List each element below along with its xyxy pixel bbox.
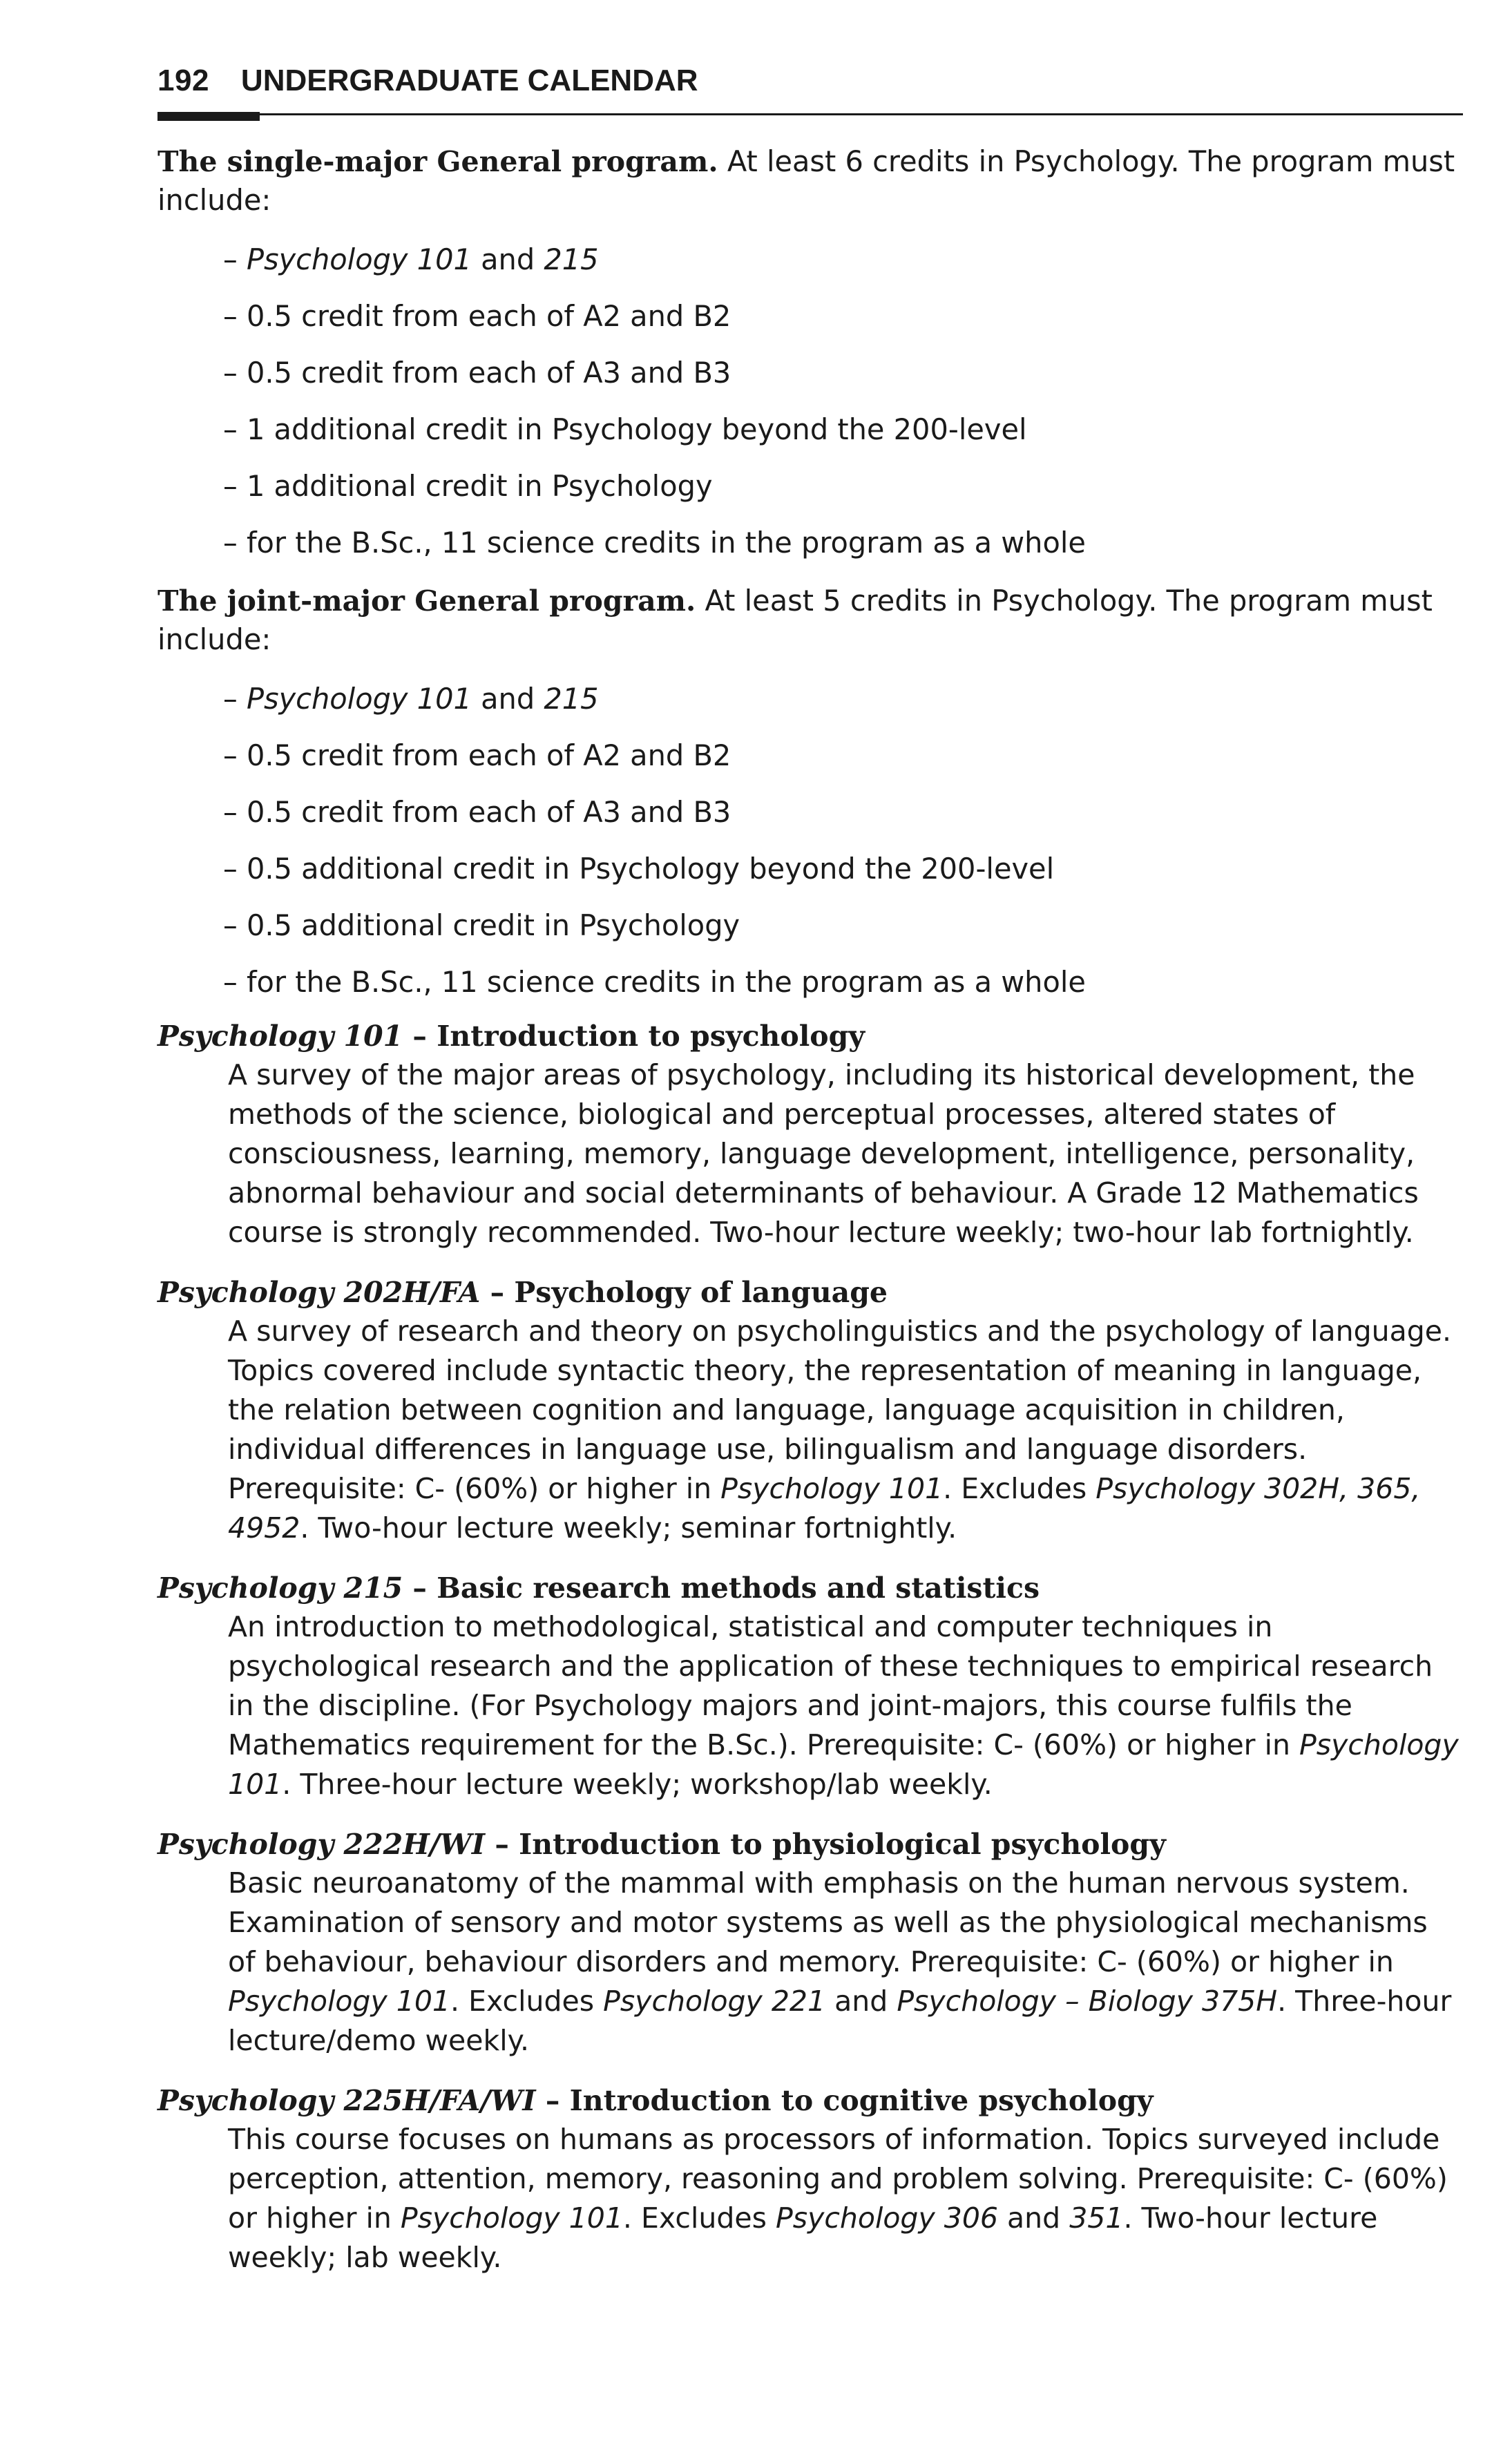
course-code: Psychology 215 <box>157 1571 403 1605</box>
course-heading <box>157 1569 1463 1607</box>
course-ref: Psychology – Biology 375H <box>897 1985 1278 2018</box>
course-code: Psychology 202H/FA <box>157 1276 481 1309</box>
requirement-item: – 0.5 additional credit in Psychology <box>223 908 740 942</box>
program-intro: At least 5 credits in Psychology. The program must include: <box>157 584 1433 656</box>
course-description: This course focuses on humans as processors of information. Topics surveyed include perception, attention, memory, reasoning and problem solving. Prerequisite: C- (60%) or higher in Psychology 101. Excludes Psychology 306 and 351. Two-hour lecture weekly; lab weekly. <box>228 2123 1448 2274</box>
requirement-item: – 0.5 credit from each of A2 and B2 <box>223 738 731 772</box>
requirement-item: – 0.5 credit from each of A3 and B3 <box>223 795 731 829</box>
course-dash: – <box>403 1020 437 1053</box>
course-entry <box>157 1017 1463 1252</box>
course-code: Psychology 222H/WI <box>157 1828 486 1861</box>
requirement-item: – Psychology 101 and 215 <box>223 242 599 276</box>
course-title: Basic research methods and statistics <box>437 1571 1040 1605</box>
program-intro: At least 6 credits in Psychology. The program must include: <box>157 144 1455 217</box>
course-description: An introduction to methodological, statistical and computer techniques in psychological research and the application of these techniques to empirical research in the discipline. (For Psychology majors and joint-majors, this course fulfils the Mathematics requirement for the B.Sc.). Prerequisite: C- (60%) or higher in Psychology 101. Three-hour lecture weekly; workshop/lab weekly. <box>228 1610 1459 1801</box>
page-header <box>157 64 1463 98</box>
requirement-item: – 0.5 additional credit in Psychology beyond the 200-level <box>223 852 1055 886</box>
course-ref: Psychology 221 <box>603 1985 826 2018</box>
calendar-page <box>157 64 1463 2277</box>
course-ref: Psychology 101 <box>246 682 472 716</box>
course-description: A survey of the major areas of psychology, including its historical development, the methods of the science, biological and perceptual processes, altered states of consciousness, learning, memory, language development, intelligence, personality, abnormal behaviour and social determinants of behaviour. A Grade 12 Mathematics course is strongly recommended. Two-hour lecture weekly; two-hour lab fortnightly. <box>228 1058 1419 1249</box>
program-title: The single-major General program. <box>157 145 718 178</box>
course-ref: 215 <box>544 682 599 716</box>
program-title: The joint-major General program. <box>157 584 696 618</box>
course-ref: Psychology 101 <box>228 1728 1459 1801</box>
requirement-item: – 1 additional credit in Psychology beyond the 200-level <box>223 412 1027 446</box>
running-title: UNDERGRADUATE CALENDAR <box>240 64 698 97</box>
course-ref: 215 <box>544 242 599 276</box>
course-ref: Psychology 306 <box>775 2201 998 2235</box>
course-entry <box>157 1569 1463 1804</box>
course-dash: – <box>403 1571 437 1605</box>
program-block <box>157 142 1463 220</box>
course-dash: – <box>480 1276 515 1309</box>
course-title: Psychology of language <box>514 1276 888 1309</box>
course-title: Introduction to cognitive psychology <box>569 2084 1154 2117</box>
course-code: Psychology 225H/FA/WI <box>157 2084 536 2117</box>
course-description: Basic neuroanatomy of the mammal with emphasis on the human nervous system. Examination of sensory and motor systems as well as the physiological mechanisms of behaviour, behaviour disorders and memory. Prerequisite: C- (60%) or higher in Psychology 101. Excludes Psychology 221 and Psychology – Biology 375H. Three-hour lecture/demo weekly. <box>228 1866 1452 2057</box>
course-dash: – <box>535 2084 570 2117</box>
course-code: Psychology 101 <box>157 1020 403 1053</box>
course-heading <box>157 1273 1463 1312</box>
course-heading <box>157 1825 1463 1864</box>
requirement-item: – 0.5 credit from each of A3 and B3 <box>223 356 731 390</box>
course-ref: 351 <box>1069 2201 1124 2235</box>
requirement-item: – Psychology 101 and 215 <box>223 682 599 716</box>
course-heading <box>157 1017 1463 1055</box>
program-block <box>157 582 1463 659</box>
program-requirements <box>223 680 1463 1002</box>
requirement-item: – 0.5 credit from each of A2 and B2 <box>223 299 731 333</box>
course-heading <box>157 2081 1463 2120</box>
requirement-item: – 1 additional credit in Psychology <box>223 469 713 503</box>
course-ref: Psychology 101 <box>228 1985 451 2018</box>
course-ref: Psychology 302H, 365, 4952 <box>228 1472 1421 1545</box>
course-ref: Psychology 101 <box>720 1472 944 1505</box>
header-rule <box>157 111 1463 123</box>
course-title: Introduction to psychology <box>437 1020 865 1053</box>
requirement-item: – for the B.Sc., 11 science credits in the program as a whole <box>223 526 1086 560</box>
course-entry <box>157 1273 1463 1548</box>
header-rule-thin <box>157 113 1463 115</box>
requirement-item: – for the B.Sc., 11 science credits in the program as a whole <box>223 965 1086 999</box>
course-dash: – <box>485 1828 519 1861</box>
course-title: Introduction to physiological psychology <box>519 1828 1166 1861</box>
course-description: A survey of research and theory on psycholinguistics and the psychology of language. Topics covered include syntactic theory, the representation of meaning in language, the relation between cognition and language, language acquisition in children, individual differences in language use, bilingualism and language disorders. Prerequisite: C- (60%) or higher in Psychology 101. Excludes Psychology 302H, 365, 4952. Two-hour lecture weekly; seminar fortnightly. <box>228 1315 1452 1545</box>
course-ref: Psychology 101 <box>400 2201 623 2235</box>
page-number: 192 <box>157 64 209 97</box>
page-content <box>157 142 1463 2277</box>
course-entry <box>157 2081 1463 2277</box>
course-ref: Psychology 101 <box>246 242 472 276</box>
program-requirements <box>223 240 1463 562</box>
course-entry <box>157 1825 1463 2061</box>
header-rule-thick <box>157 112 260 121</box>
